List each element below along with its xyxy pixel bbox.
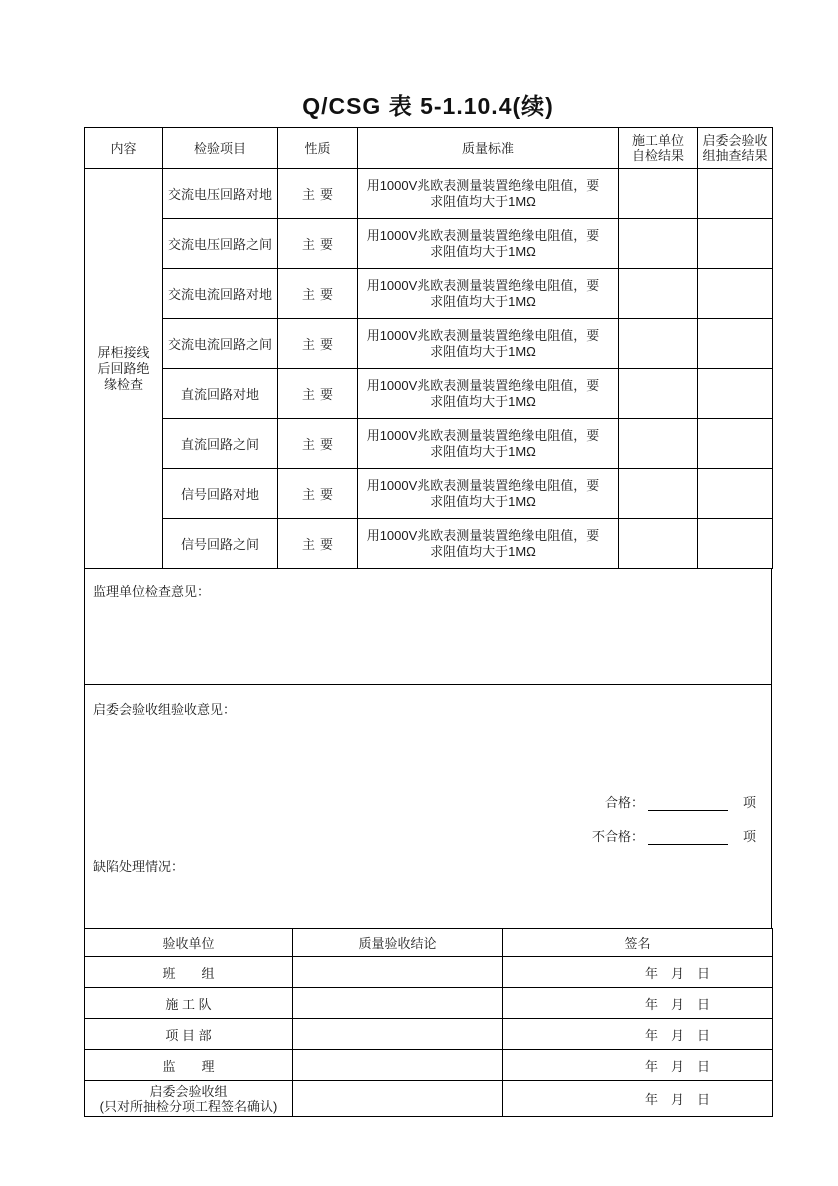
table-row [85, 219, 773, 269]
defect-handling-label: 缺陷处理情况： [93, 859, 185, 874]
signature-date-cell[interactable]: 年 月 日 [503, 957, 773, 988]
table-row [85, 1081, 773, 1117]
signature-date-cell[interactable]: 年 月 日 [503, 988, 773, 1019]
item-cell: 直流回路对地 [163, 369, 278, 419]
item-cell: 交流电压回路之间 [163, 219, 278, 269]
table-row [85, 519, 773, 569]
signature-date-cell[interactable]: 年 月 日 [503, 1050, 773, 1081]
page-title: Q/CSG 表 5-1.10.4(续) [302, 93, 554, 119]
standard-cell: 用1000V兆欧表测量装置绝缘电阻值，要求阻值均大于1MΩ [358, 169, 619, 219]
table-row [85, 988, 773, 1019]
nature-cell: 主要 [278, 469, 358, 519]
unit-note-line: (只对所抽检分项工程签名确认) [99, 1098, 278, 1114]
spot-check-result-cell[interactable] [698, 169, 773, 219]
spot-check-result-cell[interactable] [698, 419, 773, 469]
self-check-result-cell[interactable] [619, 169, 698, 219]
standard-cell: 用1000V兆欧表测量装置绝缘电阻值，要求阻值均大于1MΩ [358, 219, 619, 269]
item-cell: 交流电流回路对地 [163, 269, 278, 319]
unit-cell: 施 工 队 [85, 988, 293, 1019]
qualified-count-field[interactable] [648, 796, 728, 811]
conclusion-cell[interactable] [293, 1081, 503, 1117]
acceptance-opinion-label: 启委会验收组验收意见： [93, 702, 237, 717]
nature-cell: 主要 [278, 319, 358, 369]
inspection-table [84, 127, 773, 569]
nature-cell: 主要 [278, 269, 358, 319]
self-check-result-cell[interactable] [619, 369, 698, 419]
nature-cell: 主要 [278, 219, 358, 269]
unqualified-label: 不合格： [591, 829, 644, 844]
conclusion-cell[interactable] [293, 957, 503, 988]
standard-cell: 用1000V兆欧表测量装置绝缘电阻值，要求阻值均大于1MΩ [358, 369, 619, 419]
table-row [85, 269, 773, 319]
unit-cell: 项 目 部 [85, 1019, 293, 1050]
nature-cell: 主要 [278, 419, 358, 469]
self-check-result-cell[interactable] [619, 419, 698, 469]
conclusion-cell[interactable] [293, 1050, 503, 1081]
table-row [85, 957, 773, 988]
unit-name-line: 启委会验收组 [149, 1083, 228, 1099]
table-row [85, 369, 773, 419]
table-row [85, 469, 773, 519]
self-check-result-cell[interactable] [619, 519, 698, 569]
signature-table [84, 928, 773, 1117]
standard-cell: 用1000V兆欧表测量装置绝缘电阻值，要求阻值均大于1MΩ [358, 269, 619, 319]
qualified-unit-label: 项 [742, 795, 756, 810]
qualified-label: 合格： [604, 795, 644, 810]
spot-check-result-cell[interactable] [698, 369, 773, 419]
supervisor-opinion-section[interactable] [84, 568, 772, 685]
header-conclusion: 质量验收结论 [293, 929, 503, 957]
item-cell: 信号回路对地 [163, 469, 278, 519]
supervisor-opinion-label: 监理单位检查意见： [93, 584, 211, 599]
item-cell: 交流电压回路对地 [163, 169, 278, 219]
unqualified-count-field[interactable] [648, 830, 728, 845]
spot-check-result-cell[interactable] [698, 219, 773, 269]
self-check-result-cell[interactable] [619, 319, 698, 369]
header-item: 检验项目 [163, 128, 278, 169]
unit-cell [85, 1081, 293, 1117]
table-row [85, 1019, 773, 1050]
spot-check-result-cell[interactable] [698, 319, 773, 369]
spot-check-result-cell[interactable] [698, 269, 773, 319]
nature-cell: 主要 [278, 519, 358, 569]
item-cell: 信号回路之间 [163, 519, 278, 569]
spot-check-result-cell[interactable] [698, 469, 773, 519]
item-cell: 交流电流回路之间 [163, 319, 278, 369]
table-row [85, 169, 773, 219]
standard-cell: 用1000V兆欧表测量装置绝缘电阻值，要求阻值均大于1MΩ [358, 419, 619, 469]
signature-date-cell[interactable]: 年 月 日 [503, 1081, 773, 1117]
table-row [85, 419, 773, 469]
header-signature: 签名 [503, 929, 773, 957]
standard-cell: 用1000V兆欧表测量装置绝缘电阻值，要求阻值均大于1MΩ [358, 319, 619, 369]
signature-date-cell[interactable]: 年 月 日 [503, 1019, 773, 1050]
header-spot-check: 启委会验收组抽查结果 [698, 128, 773, 169]
self-check-result-cell[interactable] [619, 269, 698, 319]
spot-check-result-cell[interactable] [698, 519, 773, 569]
header-nature: 性质 [278, 128, 358, 169]
header-content: 内容 [85, 128, 163, 169]
nature-cell: 主要 [278, 169, 358, 219]
unqualified-line [93, 826, 763, 845]
header-accept-unit: 验收单位 [85, 929, 293, 957]
standard-cell: 用1000V兆欧表测量装置绝缘电阻值，要求阻值均大于1MΩ [358, 469, 619, 519]
conclusion-cell[interactable] [293, 988, 503, 1019]
self-check-result-cell[interactable] [619, 219, 698, 269]
inspection-header-row [85, 128, 773, 169]
table-row [85, 319, 773, 369]
unit-cell: 班 组 [85, 957, 293, 988]
unit-cell: 监 理 [85, 1050, 293, 1081]
form-content [84, 127, 772, 1117]
item-cell: 直流回路之间 [163, 419, 278, 469]
header-self-check: 施工单位自检结果 [619, 128, 698, 169]
header-standard: 质量标准 [358, 128, 619, 169]
unqualified-unit-label: 项 [742, 829, 756, 844]
acceptance-opinion-section[interactable] [84, 684, 772, 929]
conclusion-cell[interactable] [293, 1019, 503, 1050]
table-row [85, 1050, 773, 1081]
content-group-cell: 屏柜接线后回路绝缘检查 [85, 169, 163, 569]
self-check-result-cell[interactable] [619, 469, 698, 519]
qualified-line [93, 792, 763, 811]
nature-cell: 主要 [278, 369, 358, 419]
standard-cell: 用1000V兆欧表测量装置绝缘电阻值，要求阻值均大于1MΩ [358, 519, 619, 569]
signature-header-row [85, 929, 773, 957]
